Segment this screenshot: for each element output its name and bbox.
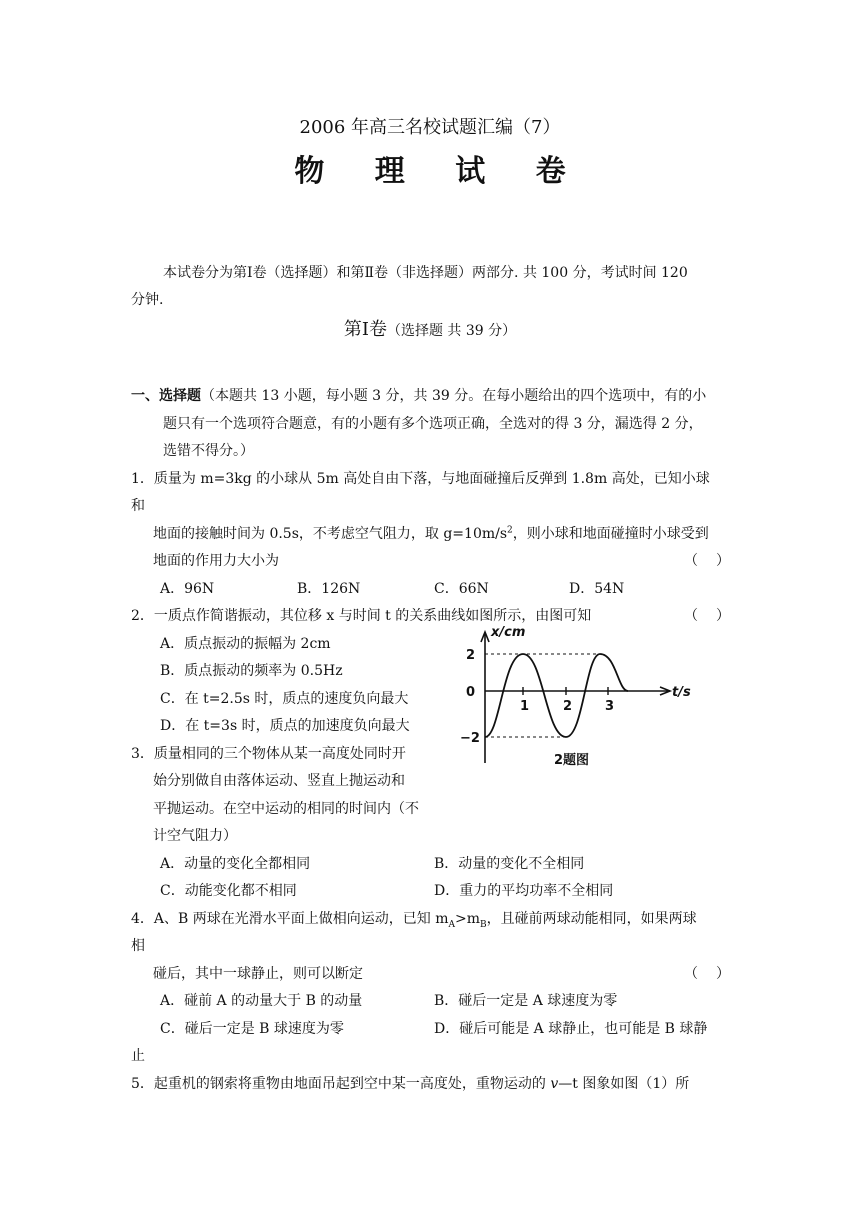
intro-line-1: 本试卷分为第Ⅰ卷（选择题）和第Ⅱ卷（非选择题）两部分. 共 100 分，考试时间 120 bbox=[163, 265, 688, 281]
q1-line-2-post: ，则小球和地面碰撞时小球受到 bbox=[512, 526, 709, 542]
x-tick-3: 3 bbox=[605, 699, 615, 714]
q5-line-1 bbox=[131, 1075, 689, 1093]
q5-line-1-post: —t 图象如图（1）所 bbox=[558, 1076, 690, 1092]
q1-bracket-left: （ bbox=[684, 553, 698, 569]
q4-option-d: D．碰后可能是 A 球静止，也可能是 B 球静 bbox=[434, 1021, 708, 1037]
q1-line-2-pre: 地面的接触时间为 0.5s，不考虑空气阻力，取 g=10m/s bbox=[153, 526, 508, 542]
q1-line-1b: 和 bbox=[131, 498, 145, 514]
section-1-line-3: 选错不得分。） bbox=[163, 443, 254, 459]
figure-caption: 2题图 bbox=[554, 753, 590, 768]
q4-line-2: 碰后，其中一球静止，则可以断定 bbox=[153, 966, 363, 982]
q1-option-b: B．126N bbox=[297, 581, 361, 597]
q4-option-b: B．碰后一定是 A 球速度为零 bbox=[434, 993, 618, 1009]
q2-option-b: B．质点振动的频率为 0.5Hz bbox=[160, 663, 343, 679]
q3-line-3: 平抛运动。在空中运动的相同的时间内（不 bbox=[153, 801, 419, 817]
q1-line-2-sup: 2 bbox=[507, 525, 513, 536]
q2-bracket-left: （ bbox=[684, 608, 698, 624]
q4-option-d-continued: 止 bbox=[131, 1048, 145, 1064]
q4-answer-bracket bbox=[684, 965, 730, 983]
q1-option-c: C．66N bbox=[434, 581, 489, 597]
displacement-curve bbox=[485, 654, 628, 737]
q1-option-a: A．96N bbox=[160, 581, 215, 597]
q4-line-1 bbox=[131, 910, 697, 928]
q4-option-c: C．碰后一定是 B 球速度为零 bbox=[160, 1021, 344, 1037]
q2-option-c: C．在 t=2.5s 时，质点的速度负向最大 bbox=[160, 691, 409, 707]
q3-line-1: 3．质量相同的三个物体从某一高度处同时开 bbox=[131, 746, 406, 762]
q1-bracket-right: ） bbox=[716, 553, 730, 569]
x-axis-label: t/s bbox=[672, 685, 691, 700]
q4-line-1-pre: 4．A、B 两球在光滑水平面上做相向运动，已知 m bbox=[131, 911, 449, 927]
q3-line-2: 始分别做自由落体运动、竖直上抛运动和 bbox=[153, 773, 405, 789]
q5-line-1-pre: 5．起重机的钢索将重物由地面吊起到空中某一高度处，重物运动的 bbox=[131, 1076, 551, 1092]
q3-line-4: 计空气阻力） bbox=[153, 828, 237, 844]
y-tick-2: 2 bbox=[466, 648, 476, 663]
q4-option-a: A．碰前 A 的动量大于 B 的动量 bbox=[160, 993, 363, 1009]
exam-subtitle: 2006 年高三名校试题汇编（7） bbox=[299, 117, 561, 138]
part-1-heading bbox=[0, 318, 860, 343]
q3-option-d: D．重力的平均功率不全相同 bbox=[434, 883, 614, 899]
q2-line-1: 2．一质点作简谐振动，其位移 x 与时间 t 的关系曲线如图所示，由图可知 bbox=[131, 608, 592, 624]
q1-line-3: 地面的作用力大小为 bbox=[153, 553, 279, 569]
q3-option-b: B．动量的变化不全相同 bbox=[434, 856, 585, 872]
intro-line-2: 分钟. bbox=[131, 292, 164, 308]
q4-line-1b: 相 bbox=[131, 938, 145, 954]
section-1-line-2: 题只有一个选项符合题意，有的小题有多个选项正确，全选对的得 3 分，漏选得 2 分， bbox=[163, 416, 703, 432]
q2-figure bbox=[448, 622, 708, 770]
section-1-text-1: （本题共 13 小题，每小题 3 分，共 39 分。在每小题给出的四个选项中，有的小 bbox=[201, 388, 707, 404]
q4-sub-b: B bbox=[480, 919, 487, 930]
q4-bracket-right: ） bbox=[716, 966, 730, 982]
q2-bracket-right: ） bbox=[716, 608, 730, 624]
q1-line-1: 1．质量为 m=3kg 的小球从 5m 高处自由下落，与地面碰撞后反弹到 1.8m 高处，已知小球 bbox=[131, 471, 710, 487]
q4-line-1-post: ，且碰前两球动能相同，如果两球 bbox=[486, 911, 697, 927]
section-1-label: 一、选择题 bbox=[131, 388, 201, 404]
q2-option-a: A．质点振动的振幅为 2cm bbox=[160, 636, 331, 652]
q5-v-symbol: v bbox=[550, 1076, 559, 1092]
q4-gt: >m bbox=[454, 911, 480, 927]
y-tick-neg2: −2 bbox=[460, 731, 480, 746]
exam-title: 物 理 试 卷 bbox=[294, 154, 586, 189]
y-tick-0: 0 bbox=[466, 685, 476, 700]
q1-answer-bracket bbox=[684, 552, 730, 570]
q4-bracket-left: （ bbox=[684, 966, 698, 982]
q1-line-2 bbox=[153, 525, 709, 543]
q3-option-c: C．动能变化都不相同 bbox=[160, 883, 297, 899]
x-tick-1: 1 bbox=[520, 699, 530, 714]
part-1-heading-note: （选择题 共 39 分） bbox=[386, 323, 517, 339]
q1-option-d: D．54N bbox=[569, 581, 625, 597]
x-tick-2: 2 bbox=[563, 699, 573, 714]
section-1-line-1 bbox=[131, 387, 706, 405]
q3-option-a: A．动量的变化全都相同 bbox=[160, 856, 311, 872]
part-1-heading-text: 第Ⅰ卷 bbox=[343, 319, 387, 340]
q2-option-d: D．在 t=3s 时，质点的加速度负向最大 bbox=[160, 718, 410, 734]
q4-sub-a: A bbox=[448, 919, 455, 930]
y-axis-label: x/cm bbox=[491, 625, 526, 640]
